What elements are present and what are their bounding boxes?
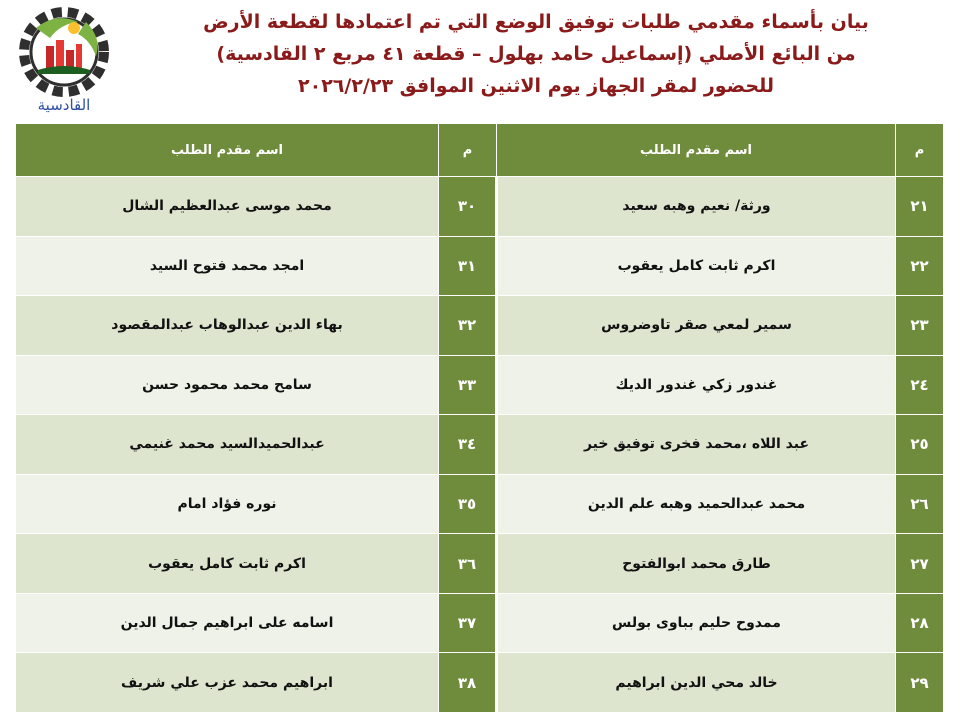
applicant-name: غندور زكي غندور الديك — [497, 355, 896, 415]
applicant-name: امجد محمد فتوح السيد — [16, 236, 439, 296]
table-row — [16, 177, 944, 237]
applicant-name: عبد اللاه ،محمد فخرى توفيق خير — [497, 415, 896, 475]
applicant-name: محمد موسى عبدالعظيم الشال — [16, 177, 439, 237]
applicant-name: ممدوح حليم بباوى بولس — [497, 593, 896, 653]
row-number: ٢٥ — [896, 415, 944, 475]
row-number: ٣٧ — [439, 593, 497, 653]
row-number: ٢٨ — [896, 593, 944, 653]
applicant-name: ابراهيم محمد عزب علي شريف — [16, 653, 439, 713]
applicant-name: بهاء الدين عبدالوهاب عبدالمقصود — [16, 296, 439, 356]
table-row — [16, 236, 944, 296]
applicant-name: اكرم ثابت كامل يعقوب — [497, 236, 896, 296]
table-row — [16, 355, 944, 415]
row-number: ٣٣ — [439, 355, 497, 415]
applicant-name: طارق محمد ابوالفتوح — [497, 534, 896, 594]
applicant-name: سامح محمد محمود حسن — [16, 355, 439, 415]
table-row — [16, 415, 944, 475]
applicant-name: عبدالحميدالسيد محمد غنيمي — [16, 415, 439, 475]
title-line-3: للحضور لمقر الجهاز يوم الاثنين الموافق ٢٠٢٦/٢/٢٣ — [298, 75, 774, 97]
row-number: ٣٨ — [439, 653, 497, 713]
header-number-right: م — [896, 124, 944, 177]
row-number: ٢١ — [896, 177, 944, 237]
applicant-name: اسامه على ابراهيم جمال الدين — [16, 593, 439, 653]
row-number: ٢٦ — [896, 474, 944, 534]
table-row — [16, 534, 944, 594]
applicant-name: اكرم ثابت كامل يعقوب — [16, 534, 439, 594]
header-number-left: م — [439, 124, 497, 177]
gear-city-emblem-icon — [16, 4, 112, 100]
row-number: ٢٢ — [896, 236, 944, 296]
applicant-name: سمير لمعي صقر تاوضروس — [497, 296, 896, 356]
row-number: ٢٧ — [896, 534, 944, 594]
applicant-name: نوره فؤاد امام — [16, 474, 439, 534]
logo-city-label: القادسية — [37, 96, 91, 114]
authority-logo — [8, 4, 120, 122]
header-name-left: اسم مقدم الطلب — [16, 124, 439, 177]
row-number: ٣٤ — [439, 415, 497, 475]
row-number: ٣١ — [439, 236, 497, 296]
row-number: ٢٤ — [896, 355, 944, 415]
applicant-name: خالد محي الدين ابراهيم — [497, 653, 896, 713]
row-number: ٣٥ — [439, 474, 497, 534]
table-row — [16, 474, 944, 534]
title-line-2: من البائع الأصلي (إسماعيل حامد بهلول – قطعة ٤١ مربع ٢ القادسية) — [216, 43, 856, 65]
title-line-1: بيان بأسماء مقدمي طلبات توفيق الوضع التي تم اعتمادها لقطعة الأرض — [203, 11, 869, 33]
table-header-row — [16, 124, 944, 177]
applicants-table — [15, 123, 944, 713]
header-name-right: اسم مقدم الطلب — [497, 124, 896, 177]
row-number: ٣٢ — [439, 296, 497, 356]
row-number: ٢٩ — [896, 653, 944, 713]
row-number: ٣٠ — [439, 177, 497, 237]
document-title — [130, 6, 942, 102]
table-row — [16, 296, 944, 356]
applicant-name: محمد عبدالحميد وهبه علم الدين — [497, 474, 896, 534]
table-row — [16, 653, 944, 713]
row-number: ٢٣ — [896, 296, 944, 356]
applicant-name: ورثة/ نعيم وهبه سعيد — [497, 177, 896, 237]
table-row — [16, 593, 944, 653]
row-number: ٣٦ — [439, 534, 497, 594]
